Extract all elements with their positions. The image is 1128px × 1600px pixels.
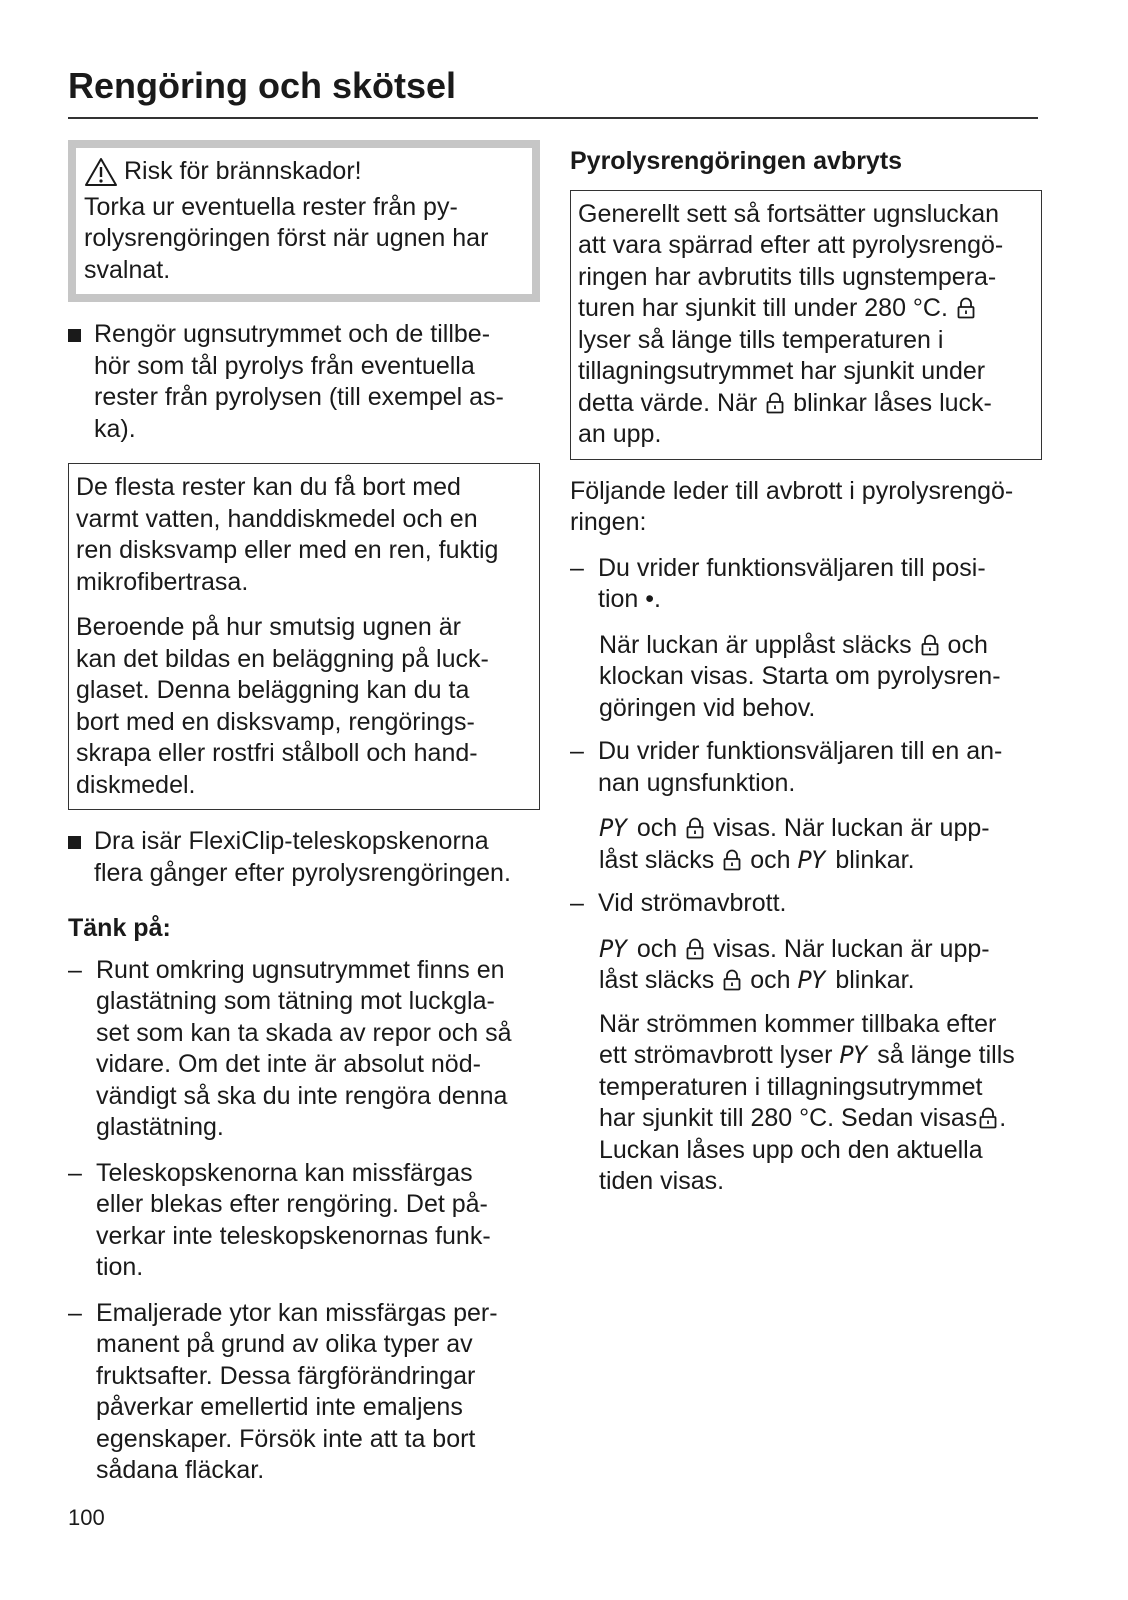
text-line: ka). xyxy=(94,414,136,443)
info-paragraph xyxy=(76,612,531,801)
text-line: diskmedel. xyxy=(76,770,196,799)
text-span: så länge tills xyxy=(877,1041,1015,1069)
text-line: tion. xyxy=(96,1253,144,1281)
text-line: påverkar emellertid inte emaljens xyxy=(96,1393,463,1421)
dash-item xyxy=(68,1158,540,1284)
text-span: visas. När luckan är upp- xyxy=(713,934,990,963)
dash-item xyxy=(570,888,1042,920)
text-line: tion •. xyxy=(598,585,661,613)
page-title: Rengöring och skötsel xyxy=(68,65,457,106)
text-line: Emaljerade ytor kan missfärgas per- xyxy=(96,1298,498,1327)
text-line: ringen: xyxy=(570,508,647,536)
text-line: Du vrider funktionsväljaren till posi- xyxy=(598,553,986,582)
text-span: låst släcks xyxy=(599,966,715,994)
info-box xyxy=(68,463,540,810)
text-line: glaset. Denna beläggning kan du ta xyxy=(76,676,470,704)
lock-icon xyxy=(686,938,704,960)
text-line: bort med en disksvamp, rengörings- xyxy=(76,707,475,736)
text-span: När luckan är upplåst släcks xyxy=(599,630,912,659)
dash-marker: – xyxy=(570,553,584,582)
dash-item-detail xyxy=(570,1009,1042,1198)
text-span: detta värde. När xyxy=(578,388,758,417)
info-box xyxy=(570,190,1042,460)
text-line: mikrofibertrasa. xyxy=(76,567,249,596)
intro-paragraph xyxy=(570,476,1042,539)
text-span: blinkar låses luck- xyxy=(793,388,992,417)
text-line: klockan visas. Starta om pyrolysren- xyxy=(599,662,1001,690)
text-line xyxy=(599,965,1042,997)
text-line: skrapa eller rostfri stålboll och hand- xyxy=(76,739,478,767)
dash-item xyxy=(570,553,1042,616)
text-span: och xyxy=(750,845,791,874)
text-line xyxy=(578,293,1033,325)
text-line: sådana fläckar. xyxy=(96,1456,265,1484)
text-line xyxy=(599,813,1042,845)
display-code: PY xyxy=(599,814,626,842)
text-line: Torka ur eventuella rester från py- xyxy=(84,192,458,221)
lock-icon xyxy=(979,1107,997,1129)
text-line: manent på grund av olika typer av xyxy=(96,1330,473,1358)
info-paragraph xyxy=(76,472,531,598)
text-line: Du vrider funktionsväljaren till en an- xyxy=(598,737,1003,765)
square-bullet-icon xyxy=(68,329,81,342)
text-line: set som kan ta skada av repor och så xyxy=(96,1018,512,1047)
text-line xyxy=(599,1103,1042,1135)
display-code: PY xyxy=(797,966,825,994)
text-line: Rengör ugnsutrymmet och de tillbe- xyxy=(94,320,491,348)
lock-icon xyxy=(723,849,741,871)
text-line: svalnat. xyxy=(84,255,171,284)
warning-box xyxy=(68,140,540,302)
text-span: låst släcks xyxy=(599,845,715,874)
text-line: fruktsafter. Dessa färgförändringar xyxy=(96,1361,476,1390)
lock-icon xyxy=(957,297,975,319)
bullet-item xyxy=(68,319,540,445)
text-span: blinkar. xyxy=(835,845,915,874)
text-line: Generellt sett så fortsätter ugnsluckan xyxy=(578,199,1000,228)
text-line: rester från pyrolysen (till exempel as- xyxy=(94,383,504,411)
text-line: rolysrengöringen först när ugnen har xyxy=(84,224,489,252)
text-line: När strömmen kommer tillbaka efter xyxy=(599,1009,997,1038)
text-line: Runt omkring ugnsutrymmet finns en xyxy=(96,955,505,984)
square-bullet-icon xyxy=(68,836,81,849)
text-line xyxy=(599,845,1042,877)
text-span: och xyxy=(636,934,678,963)
page-number: 100 xyxy=(68,1505,105,1530)
text-span: och xyxy=(636,814,678,842)
text-line: De flesta rester kan du få bort med xyxy=(76,473,461,501)
text-line: Följande leder till avbrott i pyrolysrengö- xyxy=(570,476,1014,505)
text-line: glastätning som tätning mot luckgla- xyxy=(96,987,495,1015)
text-line: ringen har avbrutits tills ugnstempera- xyxy=(578,262,997,291)
dash-marker: – xyxy=(570,889,584,917)
text-line: kan det bildas en beläggning på luck- xyxy=(76,644,489,673)
text-line: vändigt så ska du inte rengöra denna xyxy=(96,1081,508,1110)
left-column xyxy=(68,140,540,1501)
text-line xyxy=(599,630,1042,662)
text-span: och xyxy=(750,966,791,994)
title-divider xyxy=(68,117,1038,119)
text-line: ren disksvamp eller med en ren, fuktig xyxy=(76,536,499,564)
dash-item xyxy=(570,736,1042,799)
text-line: an upp. xyxy=(578,420,662,448)
text-line: Dra isär FlexiClip-teleskopskenorna xyxy=(94,827,489,855)
warning-heading: Risk för brännskador! xyxy=(124,157,362,185)
lock-icon xyxy=(766,392,784,414)
warning-triangle-icon xyxy=(84,157,118,187)
text-line: att vara spärrad efter att pyrolysrengö- xyxy=(578,231,1004,259)
dash-item xyxy=(68,1298,540,1487)
text-span: och xyxy=(947,630,988,659)
text-line xyxy=(599,1040,1042,1072)
warning-heading-row xyxy=(84,156,522,188)
dash-marker: – xyxy=(68,1158,82,1187)
text-line: hör som tål pyrolys från eventuella xyxy=(94,351,475,380)
text-line: flera gånger efter pyrolysrengöringen. xyxy=(94,858,511,887)
text-span: . xyxy=(999,1104,1007,1132)
lock-icon xyxy=(921,634,939,656)
dash-marker: – xyxy=(68,1298,82,1327)
text-line: Vid strömavbrott. xyxy=(598,889,787,917)
text-line: Luckan låses upp och den aktuella xyxy=(599,1135,983,1164)
text-line: verkar inte teleskopskenornas funk- xyxy=(96,1221,491,1250)
text-line: lyser så länge tills temperaturen i xyxy=(578,325,944,354)
display-code: PY xyxy=(599,934,626,963)
text-line: varmt vatten, handdiskmedel och en xyxy=(76,504,478,533)
text-span: turen har sjunkit till under 280 °C. xyxy=(578,294,948,322)
text-line: Teleskopskenorna kan missfärgas xyxy=(96,1158,473,1187)
text-line xyxy=(578,388,1033,420)
warning-text xyxy=(84,192,522,287)
dash-item-detail xyxy=(570,630,1042,725)
text-span: visas. När luckan är upp- xyxy=(713,814,990,842)
text-line: nan ugnsfunktion. xyxy=(598,768,796,797)
right-column xyxy=(570,140,1042,1210)
text-span: blinkar. xyxy=(835,966,915,994)
display-code: PY xyxy=(797,845,825,874)
dash-item-detail xyxy=(570,934,1042,997)
text-line: egenskaper. Försök inte att ta bort xyxy=(96,1424,476,1453)
text-span: har sjunkit till 280 °C. Sedan visas xyxy=(599,1104,978,1132)
text-line: tillagningsutrymmet har sjunkit under xyxy=(578,357,986,385)
text-line: temperaturen i tillagningsutrymmet xyxy=(599,1072,983,1101)
display-code: PY xyxy=(839,1041,867,1069)
text-span: ett strömavbrott lyser xyxy=(599,1041,833,1069)
lock-icon xyxy=(686,817,704,839)
text-line: glastätning. xyxy=(96,1113,224,1141)
section-heading: Tänk på: xyxy=(68,914,171,942)
text-line xyxy=(599,934,1042,966)
text-line: tiden visas. xyxy=(599,1167,725,1195)
dash-marker: – xyxy=(570,737,584,765)
text-line: Beroende på hur smutsig ugnen är xyxy=(76,613,461,641)
dash-item-detail xyxy=(570,813,1042,876)
lock-icon xyxy=(723,969,741,991)
bullet-item xyxy=(68,826,540,889)
text-line: eller blekas efter rengöring. Det på- xyxy=(96,1190,488,1218)
dash-item xyxy=(68,955,540,1144)
section-heading: Pyrolysrengöringen avbryts xyxy=(570,147,903,175)
text-line: göringen vid behov. xyxy=(599,693,816,722)
dash-marker: – xyxy=(68,955,82,984)
text-line: vidare. Om det inte är absolut nöd- xyxy=(96,1050,481,1078)
